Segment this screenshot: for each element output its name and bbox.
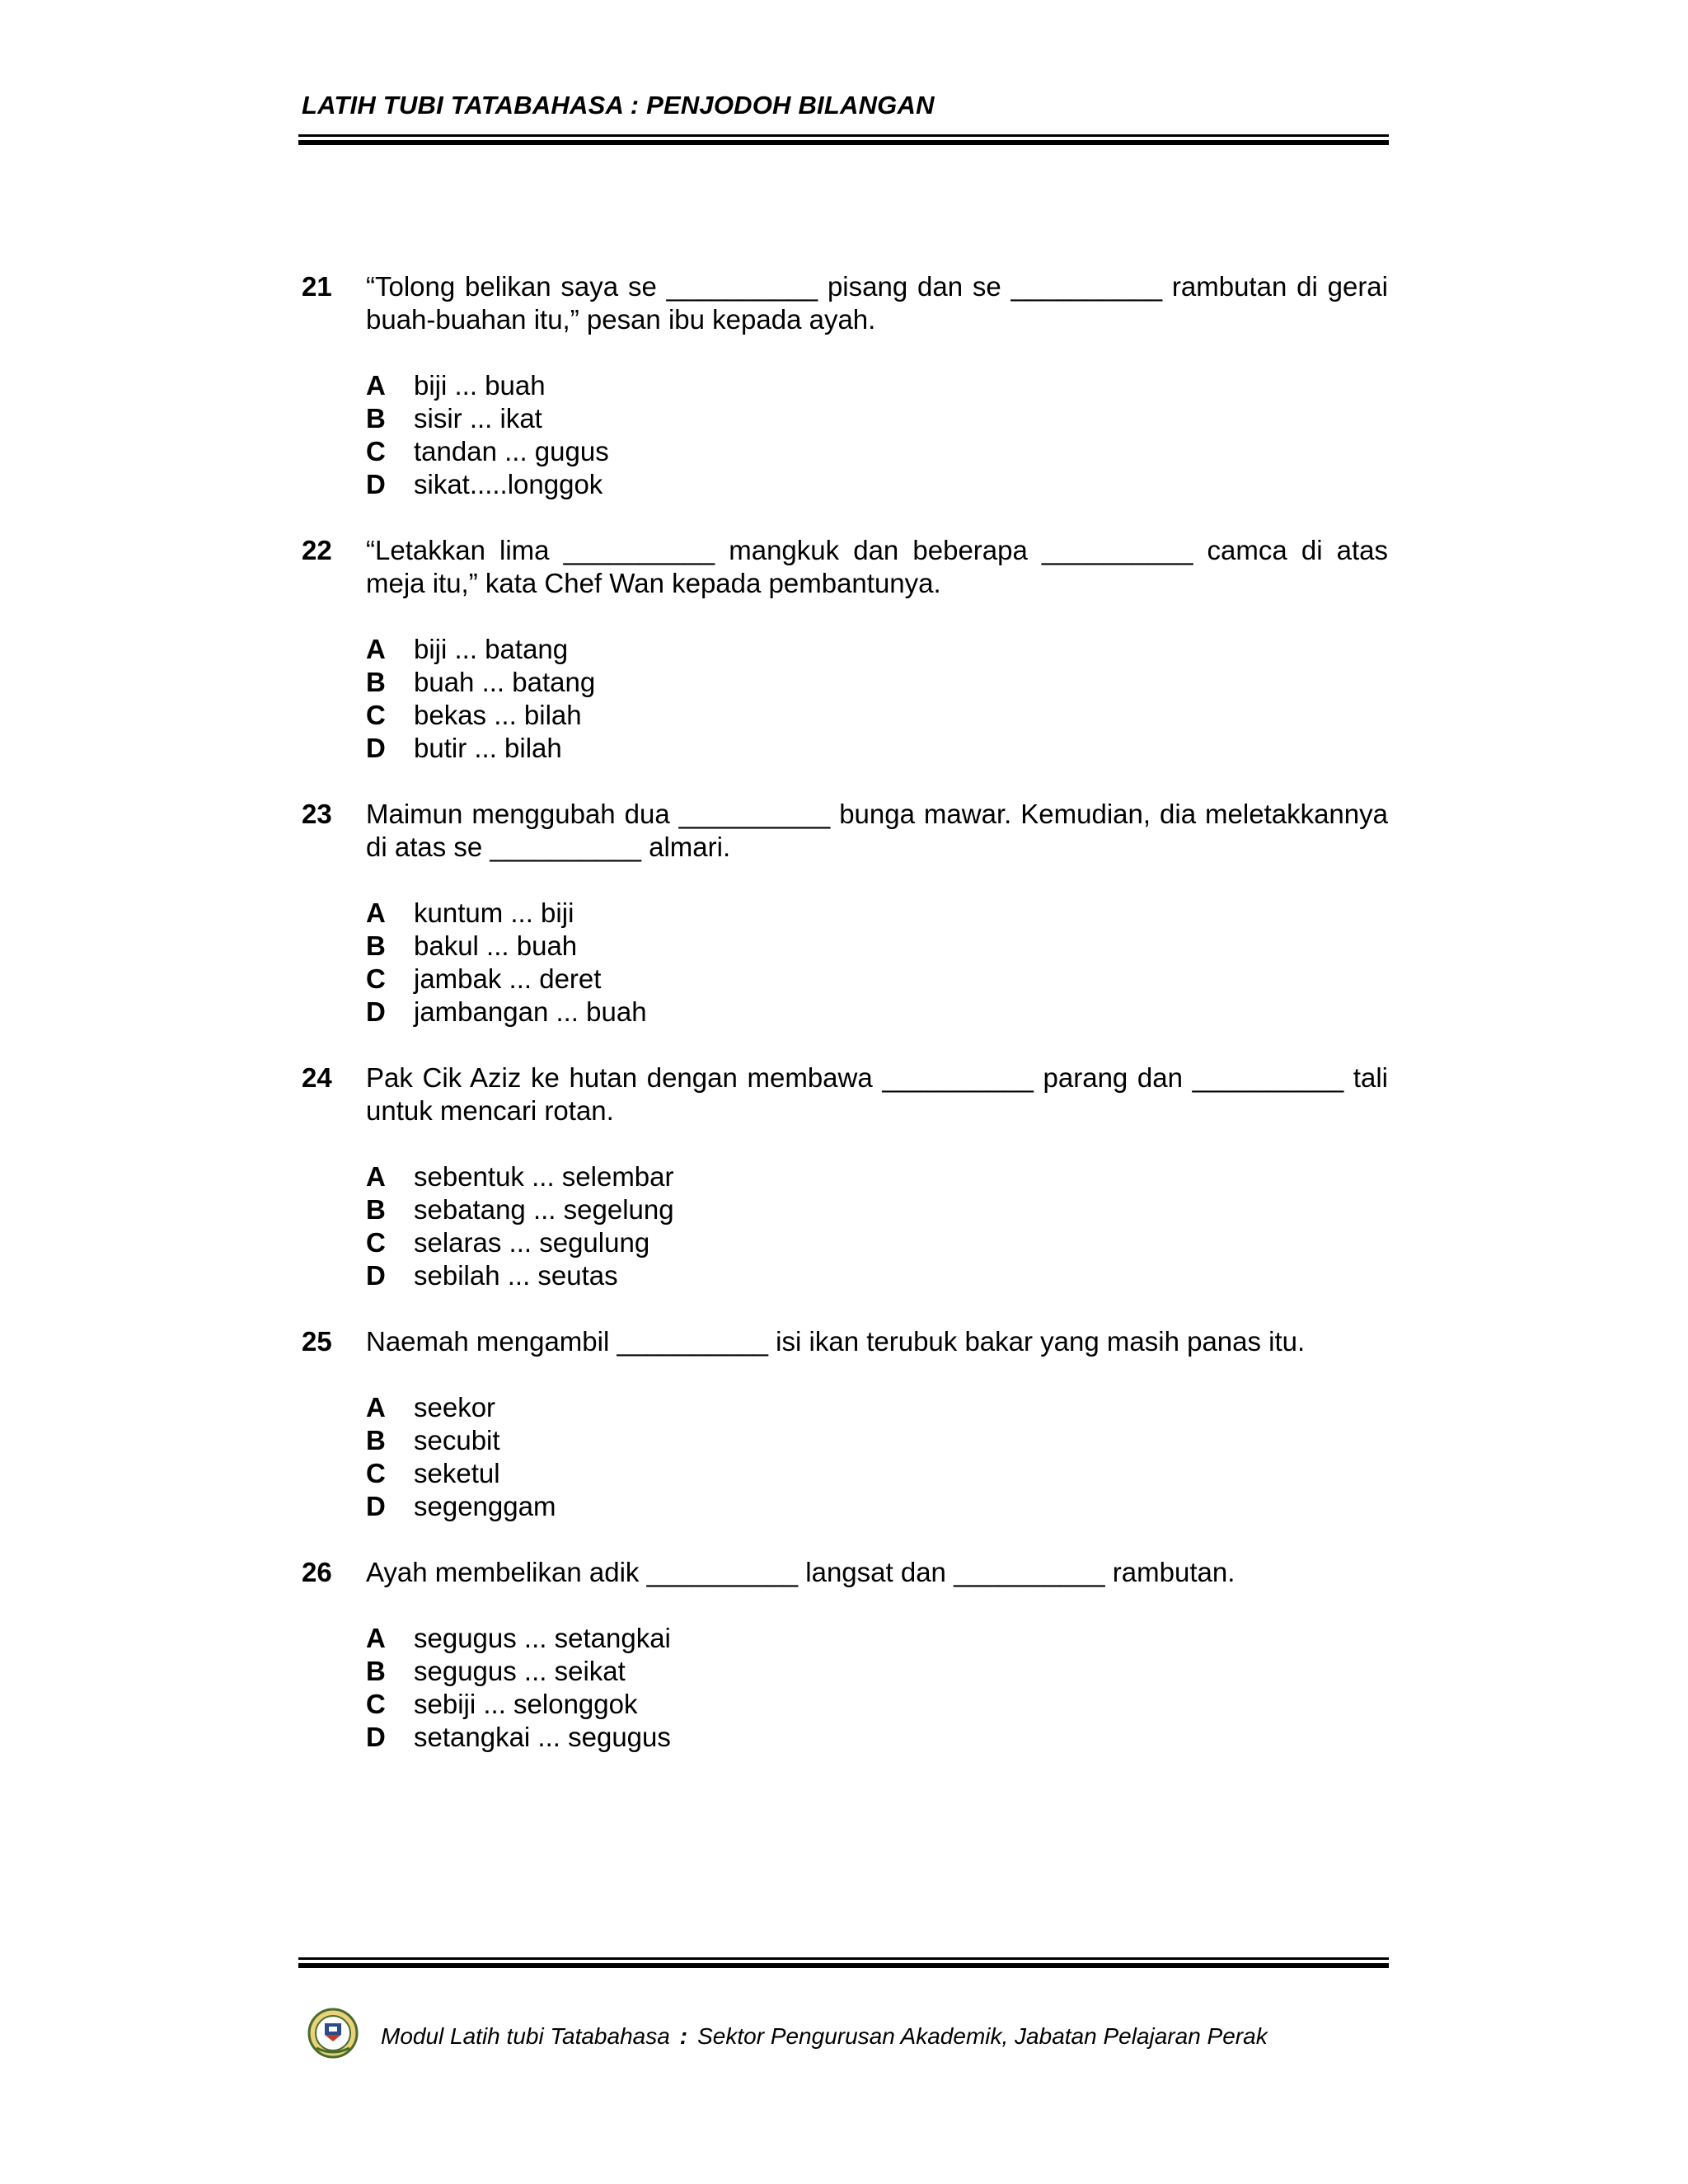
option-letter: D	[366, 469, 386, 499]
option-d	[366, 1721, 1390, 1754]
option-text: selaras ... segulung	[414, 1227, 650, 1258]
option-text: butir ... bilah	[414, 733, 562, 763]
option-a	[366, 633, 1390, 666]
option-letter: D	[366, 996, 386, 1027]
option-text: jambangan ... buah	[414, 996, 647, 1027]
option-a	[366, 1622, 1390, 1655]
option-list	[366, 633, 1390, 765]
option-d	[366, 1259, 1390, 1292]
question-number: 21	[302, 271, 332, 302]
question-stem: Pak Cik Aziz ke hutan dengan membawa __________ parang dan __________ tali untuk mencari rotan.	[366, 1062, 1388, 1126]
option-letter: C	[366, 700, 386, 730]
option-letter: A	[366, 1161, 386, 1192]
option-letter: B	[366, 1194, 386, 1225]
option-letter: B	[366, 930, 386, 961]
option-c	[366, 963, 1390, 996]
option-b	[366, 666, 1390, 699]
option-letter: D	[366, 733, 386, 763]
option-list	[366, 1160, 1390, 1292]
option-text: jambak ... deret	[414, 963, 602, 994]
option-c	[366, 1226, 1390, 1259]
option-b	[366, 1424, 1390, 1457]
option-list	[366, 1391, 1390, 1523]
option-text: segenggam	[414, 1491, 556, 1521]
option-d	[366, 468, 1390, 501]
option-letter: B	[366, 1425, 386, 1455]
option-text: biji ... batang	[414, 634, 569, 664]
option-text: sikat.....longgok	[414, 469, 603, 499]
option-letter: B	[366, 667, 386, 697]
option-b	[366, 930, 1390, 963]
footer-rule-thick	[298, 1963, 1389, 1968]
option-text: bakul ... buah	[414, 930, 578, 961]
option-c	[366, 699, 1390, 732]
footer-left-text: Modul Latih tubi Tatabahasa	[381, 2023, 670, 2049]
option-text: segugus ... setangkai	[414, 1623, 671, 1653]
option-text: segugus ... seikat	[414, 1656, 626, 1686]
option-d	[366, 1490, 1390, 1523]
question-number: 23	[302, 799, 332, 829]
option-c	[366, 435, 1390, 468]
option-d	[366, 996, 1390, 1029]
option-letter: C	[366, 436, 386, 466]
option-letter: B	[366, 1656, 386, 1686]
question-21	[302, 270, 1390, 501]
option-b	[366, 402, 1390, 435]
question-stem: Ayah membelikan adik __________ langsat dan __________ rambutan.	[366, 1557, 1236, 1587]
option-c	[366, 1688, 1390, 1721]
header-rule-thick	[298, 140, 1389, 145]
question-25	[302, 1325, 1390, 1523]
option-letter: A	[366, 1392, 386, 1422]
question-number: 24	[302, 1062, 332, 1093]
question-24	[302, 1062, 1390, 1292]
option-d	[366, 732, 1390, 765]
option-text: sisir ... ikat	[414, 403, 542, 434]
footer-rule-thin	[298, 1957, 1389, 1960]
option-letter: A	[366, 898, 386, 928]
option-letter: D	[366, 1722, 386, 1752]
option-text: biji ... buah	[414, 370, 546, 401]
option-text: seekor	[414, 1392, 496, 1422]
option-text: tandan ... gugus	[414, 436, 609, 466]
option-b	[366, 1193, 1390, 1226]
question-stem: Maimun menggubah dua __________ bunga mawar. Kemudian, dia meletakkannya di atas se __________ almari.	[366, 799, 1388, 862]
question-stem: Naemah mengambil __________ isi ikan terubuk bakar yang masih panas itu.	[366, 1326, 1306, 1357]
option-c	[366, 1457, 1390, 1490]
option-letter: A	[366, 1623, 386, 1653]
question-number: 25	[302, 1326, 332, 1357]
header-rule-thin	[298, 134, 1389, 137]
option-text: seketul	[414, 1458, 500, 1488]
option-text: sebatang ... segelung	[414, 1194, 674, 1225]
state-crest-icon	[307, 2007, 359, 2060]
option-list	[366, 897, 1390, 1029]
footer-right-text: Sektor Pengurusan Akademik, Jabatan Pelajaran Perak	[697, 2023, 1268, 2049]
option-a	[366, 369, 1390, 402]
option-letter: D	[366, 1491, 386, 1521]
option-text: secubit	[414, 1425, 500, 1455]
option-text: sebentuk ... selembar	[414, 1161, 674, 1192]
option-letter: A	[366, 634, 386, 664]
option-list	[366, 1622, 1390, 1754]
option-a	[366, 1160, 1390, 1193]
option-text: sebilah ... seutas	[414, 1260, 618, 1291]
question-stem: “Tolong belikan saya se __________ pisang dan se __________ rambutan di gerai buah-buahan itu,” pesan ibu kepada ayah.	[366, 271, 1388, 335]
option-text: kuntum ... biji	[414, 898, 574, 928]
option-letter: B	[366, 403, 386, 434]
option-text: setangkai ... segugus	[414, 1722, 671, 1752]
option-text: sebiji ... selonggok	[414, 1689, 638, 1719]
question-26	[302, 1556, 1390, 1754]
option-a	[366, 897, 1390, 930]
question-stem: “Letakkan lima __________ mangkuk dan beberapa __________ camca di atas meja itu,” kata Chef Wan kepada pembantunya.	[366, 535, 1388, 598]
page-header-title: LATIH TUBI TATABAHASA : PENJODOH BILANGAN	[302, 91, 935, 120]
question-list	[302, 270, 1390, 1787]
option-text: bekas ... bilah	[414, 700, 582, 730]
option-a	[366, 1391, 1390, 1424]
question-number: 22	[302, 535, 332, 565]
option-text: buah ... batang	[414, 667, 596, 697]
option-letter: D	[366, 1260, 386, 1291]
option-letter: C	[366, 963, 386, 994]
question-number: 26	[302, 1557, 332, 1587]
footer-text	[381, 2023, 1268, 2050]
option-letter: A	[366, 370, 386, 401]
footer-separator: :	[679, 2023, 688, 2049]
option-letter: C	[366, 1227, 386, 1258]
option-letter: C	[366, 1689, 386, 1719]
option-list	[366, 369, 1390, 501]
question-22	[302, 534, 1390, 765]
question-23	[302, 798, 1390, 1029]
option-letter: C	[366, 1458, 386, 1488]
option-b	[366, 1655, 1390, 1688]
